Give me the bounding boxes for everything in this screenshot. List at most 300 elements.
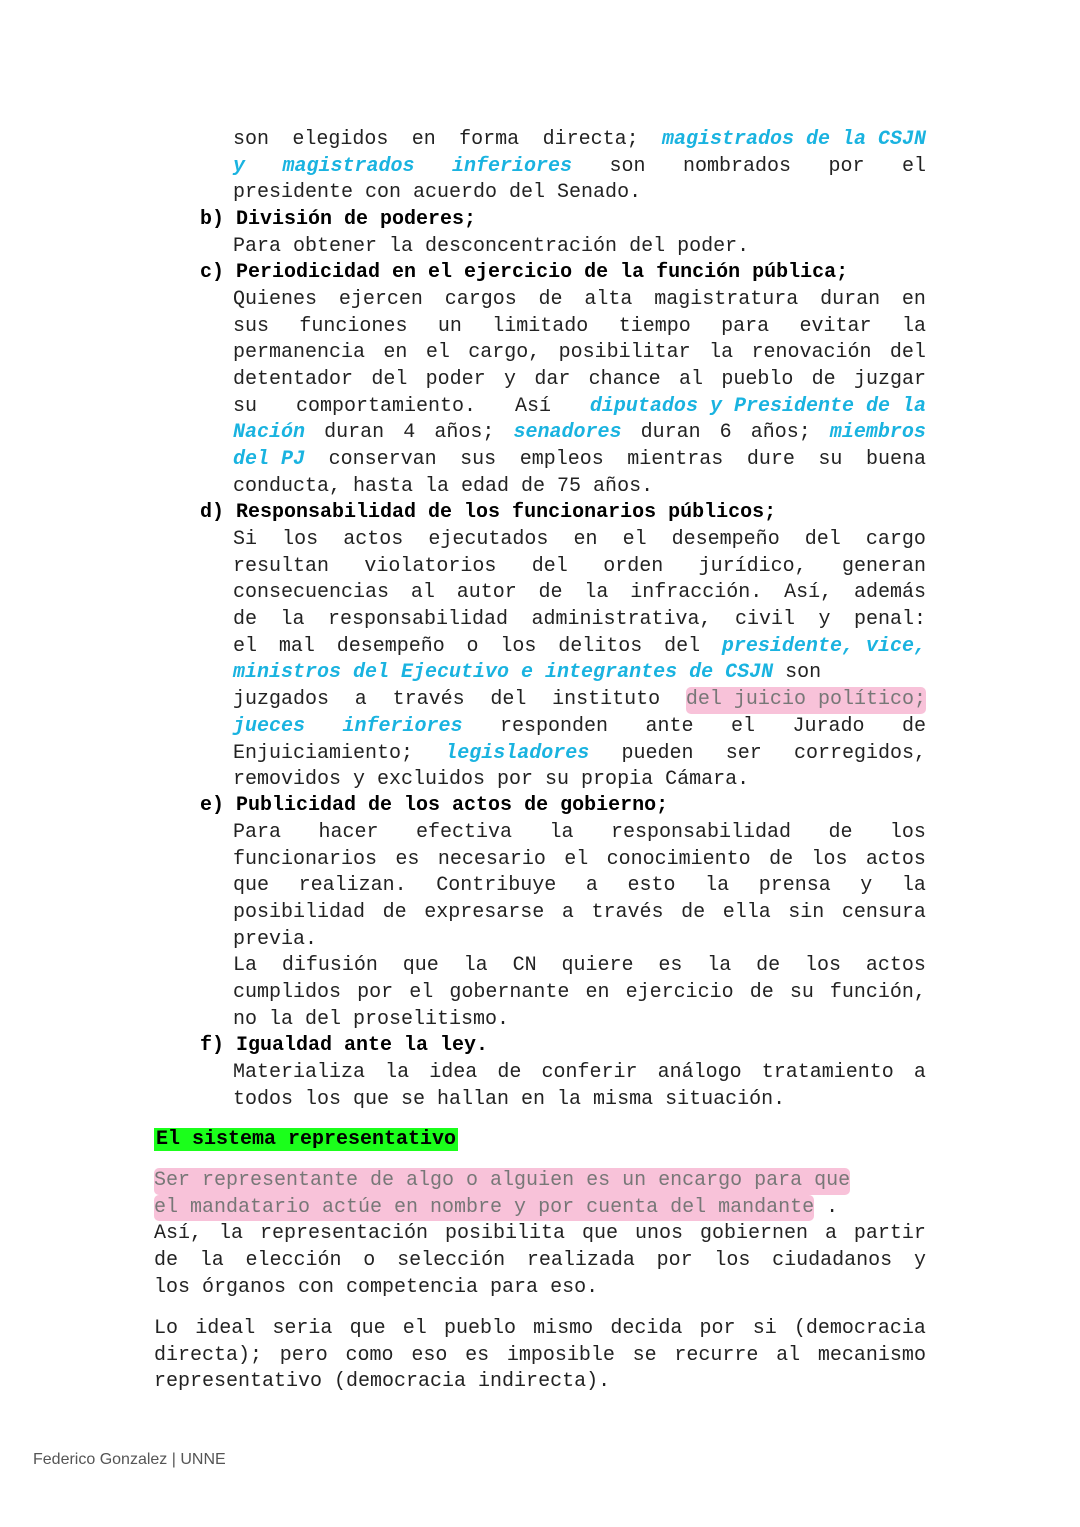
text-word: de: [154, 1249, 179, 1273]
text-word: nombrados: [682, 154, 791, 178]
text-word: dar: [534, 368, 571, 392]
text-word: los: [811, 847, 848, 871]
list-marker: b): [200, 208, 237, 231]
text-word: la: [709, 341, 734, 365]
text-word: poder: [425, 368, 486, 392]
text-word: los: [282, 528, 319, 551]
representation-paragraph: [154, 1168, 926, 1301]
highlighted-term: magistrados: [282, 154, 415, 178]
item-d-body: [233, 527, 926, 794]
text-word: quiere: [561, 954, 634, 978]
highlighted-term: senadores: [513, 421, 622, 445]
text-word: su: [233, 394, 258, 418]
text-line: [154, 1343, 926, 1370]
text-word: la: [705, 874, 730, 898]
text-line: [233, 607, 926, 634]
text-word: el: [901, 154, 926, 178]
text-word: los: [889, 821, 926, 844]
highlighted-term: ministros del Ejecutivo e integrantes de CSJN: [233, 661, 774, 685]
text-word: necesario: [437, 847, 546, 871]
text-line: [233, 953, 926, 980]
intro-paragraph: [233, 127, 926, 207]
list-marker: f): [200, 1034, 237, 1057]
text-word: Para obtener la desconcentración del poder.: [233, 235, 750, 258]
text-word: Jurado: [792, 714, 865, 738]
text-word: son: [785, 661, 822, 685]
list-marker: e): [200, 794, 237, 817]
text-word: en: [573, 528, 598, 551]
text-word: responden: [499, 714, 609, 738]
text-word: su: [818, 448, 843, 472]
text-word: su: [789, 981, 814, 1005]
text-word: por: [828, 154, 865, 178]
marker-highlight: el mandatario actúe en nombre y por cuenta del mandante: [154, 1195, 814, 1222]
text-word: gobiernen: [699, 1222, 808, 1246]
text-word: a: [585, 874, 598, 898]
text-word: ella: [722, 901, 771, 925]
text-word: elección: [245, 1249, 342, 1273]
text-line: [233, 474, 926, 501]
text-word: idea: [429, 1061, 478, 1084]
text-word: forma: [459, 128, 520, 151]
highlighted-term: jueces: [233, 714, 306, 738]
marker-highlight: del juicio político;: [686, 687, 926, 714]
text-word: generan: [841, 554, 926, 578]
text-word: sus: [460, 448, 497, 472]
text-word: civil: [734, 608, 795, 632]
text-word: empleos: [519, 448, 604, 472]
text-word: removidos y excluidos por su propia Cámara.: [233, 768, 750, 792]
text-word: es: [395, 847, 420, 871]
text-line: [233, 767, 926, 794]
text-word: tratamiento: [761, 1061, 894, 1084]
text-word: son: [233, 128, 270, 151]
text-word: comportamiento.: [295, 394, 476, 418]
text-word: autor: [456, 581, 517, 605]
text-word: conservan: [328, 448, 437, 472]
item-heading-text: División de poderes;: [236, 208, 477, 231]
text-word: pero: [279, 1343, 328, 1367]
text-word: y: [860, 874, 873, 898]
text-word: delitos: [558, 634, 643, 658]
text-word: dure: [746, 448, 795, 472]
text-word: los: [714, 1249, 751, 1273]
text-line: [233, 714, 926, 741]
text-word: la: [463, 954, 488, 978]
text-word: al: [410, 581, 435, 605]
text-word: el: [409, 981, 434, 1005]
text-word: de: [756, 954, 781, 978]
text-word: buena: [865, 448, 926, 472]
text-word: sin: [788, 901, 825, 925]
text-word: de: [749, 981, 774, 1005]
text-word: elegidos: [292, 128, 389, 151]
text-word: infracción.: [630, 581, 763, 605]
text-word: para: [721, 314, 770, 338]
text-word: Materializa: [233, 1061, 366, 1084]
text-word: duran: [324, 421, 385, 445]
item-e-heading: [200, 793, 668, 820]
item-heading-text: Responsabilidad de los funcionarios públicos;: [236, 501, 777, 524]
text-word: ante: [645, 714, 694, 738]
text-word: de: [538, 581, 563, 605]
text-word: función,: [829, 981, 926, 1005]
text-line: [233, 927, 926, 954]
text-word: previa.: [233, 927, 318, 951]
text-word: limitado: [492, 314, 589, 338]
text-word: Quienes: [233, 288, 318, 311]
text-word: través: [591, 901, 664, 925]
text-word: detentador: [233, 368, 354, 392]
text-word: del: [490, 688, 527, 712]
text-word: chance: [588, 368, 661, 392]
text-word: través: [392, 688, 465, 712]
text-word: renovación: [751, 341, 872, 365]
text-word: ejercicio: [625, 981, 734, 1005]
text-word: del: [804, 528, 841, 551]
text-word: actos: [865, 847, 926, 871]
text-word: mecanismo: [817, 1343, 926, 1367]
section-title-wrap: [154, 1127, 458, 1154]
text-word: de: [901, 714, 926, 738]
text-line: [233, 127, 926, 154]
text-word: responsabilidad: [610, 821, 791, 844]
text-word: Así,: [154, 1222, 203, 1246]
text-word: en: [383, 341, 408, 365]
text-word: decida: [610, 1317, 683, 1340]
text-word: responsabilidad: [327, 608, 508, 632]
text-word: corregidos,: [793, 741, 926, 765]
text-word: son: [609, 154, 646, 178]
text-word: La: [233, 954, 258, 978]
text-word: representación: [259, 1222, 428, 1246]
text-word: los órganos con competencia para eso.: [154, 1275, 599, 1299]
item-c-body: [233, 287, 926, 501]
text-word: al: [776, 1343, 801, 1367]
text-word: mismo: [533, 1317, 594, 1340]
text-word: de: [382, 901, 407, 925]
text-word: a: [561, 901, 574, 925]
text-line: [154, 1248, 926, 1275]
text-word: que: [402, 954, 439, 978]
text-word: hacer: [318, 821, 379, 844]
ideal-democracy-paragraph: [154, 1316, 926, 1396]
text-word: posibilidad: [233, 901, 366, 925]
text-word: al: [678, 368, 703, 392]
marker-highlight: Ser representante de algo o alguien es un encargo para que: [154, 1168, 850, 1195]
text-line: [154, 1168, 926, 1195]
text-word: orden: [603, 554, 664, 578]
text-word: y: [913, 1249, 926, 1273]
text-line: [154, 1316, 926, 1343]
text-line: [233, 741, 926, 768]
text-word: pueden: [621, 741, 694, 765]
text-word: gobernante: [449, 981, 570, 1005]
text-line: [233, 634, 926, 661]
text-word: (democracia: [793, 1317, 926, 1340]
text-word: Si: [233, 528, 258, 551]
text-line: [233, 447, 926, 474]
text-word: la: [385, 1061, 410, 1084]
text-word: que: [233, 874, 270, 898]
highlighted-term: legisladores: [445, 741, 590, 765]
text-word: por: [656, 1249, 693, 1273]
text-word: la: [901, 874, 926, 898]
text-word: seria: [272, 1317, 333, 1340]
text-word: presidente con acuerdo del Senado.: [233, 181, 642, 205]
text-word: por: [357, 981, 394, 1005]
text-word: tiempo: [618, 314, 691, 338]
text-word: funciones: [299, 314, 408, 338]
text-word: posibilita: [444, 1222, 565, 1246]
text-word: cumplidos: [233, 981, 342, 1005]
text-word: duran: [820, 288, 881, 311]
list-marker: d): [200, 501, 237, 524]
text-word: mientras: [627, 448, 724, 472]
text-word: que: [581, 1222, 618, 1246]
text-word: la: [199, 1249, 224, 1273]
text-word: análogo: [657, 1061, 742, 1084]
text-line: [233, 234, 926, 261]
text-line: [154, 1221, 926, 1248]
text-line: [233, 420, 926, 447]
text-word: realizan.: [298, 874, 407, 898]
text-word: Para: [233, 821, 282, 844]
text-word: como: [345, 1343, 394, 1367]
text-word: .: [826, 1195, 839, 1219]
text-word: del: [664, 634, 701, 658]
text-word: Así,: [784, 581, 833, 605]
page-footer: Federico Gonzalez | UNNE: [33, 1451, 226, 1468]
text-line: [233, 180, 926, 207]
text-word: la: [280, 608, 305, 632]
text-line: [233, 527, 926, 554]
text-word: cargo: [865, 528, 926, 551]
text-word: Enjuiciamiento;: [233, 741, 414, 765]
text-word: evitar: [799, 314, 872, 338]
text-word: violatorios: [364, 554, 497, 578]
item-heading-text: Publicidad de los actos de gobierno;: [236, 794, 669, 817]
text-word: instituto: [552, 688, 661, 712]
text-word: difusión: [281, 954, 378, 978]
text-line: [154, 1275, 926, 1302]
text-word: el: [233, 634, 258, 658]
section-title: El sistema representativo: [156, 1128, 457, 1151]
text-word: actos: [343, 528, 404, 551]
list-marker: c): [200, 261, 237, 284]
text-line: [233, 340, 926, 367]
text-word: esto: [627, 874, 676, 898]
text-word: duran: [640, 421, 701, 445]
text-word: si: [752, 1317, 777, 1340]
text-word: no la del proselitismo.: [233, 1007, 510, 1031]
text-word: administrativa,: [531, 608, 712, 632]
text-word: desempeño: [336, 634, 445, 658]
text-word: directa);: [154, 1343, 263, 1367]
text-word: todos los que se hallan en la misma situación.: [233, 1087, 786, 1111]
text-line: [233, 314, 926, 341]
highlighted-term: inferiores: [451, 154, 573, 178]
text-word: del: [371, 368, 408, 392]
item-b-heading: [200, 207, 476, 234]
highlighted-term: del PJ: [233, 448, 306, 472]
text-word: eso: [411, 1343, 448, 1367]
text-word: el: [402, 1317, 427, 1340]
text-line: [233, 847, 926, 874]
text-word: en: [411, 128, 436, 151]
text-word: a: [354, 688, 367, 712]
item-f-heading: [200, 1033, 488, 1060]
text-word: realizada: [526, 1249, 635, 1273]
text-word: el: [622, 528, 647, 551]
text-word: ideal: [195, 1317, 256, 1340]
item-f-body: [233, 1060, 926, 1113]
text-line: [233, 1007, 926, 1034]
text-word: la: [901, 314, 926, 338]
text-word: que: [349, 1317, 386, 1340]
text-word: la: [218, 1222, 243, 1246]
text-word: imposible: [506, 1343, 615, 1367]
text-word: de: [538, 288, 563, 311]
highlighted-term: y: [233, 154, 246, 178]
text-word: o: [363, 1249, 376, 1273]
text-word: cargos: [444, 288, 517, 311]
text-line: [233, 873, 926, 900]
text-word: el: [564, 847, 589, 871]
text-word: CN: [512, 954, 537, 978]
text-word: el: [425, 341, 450, 365]
text-word: a: [913, 1061, 926, 1084]
text-word: desempeño: [671, 528, 780, 551]
text-word: de: [497, 1061, 522, 1084]
text-line: [233, 687, 926, 714]
text-word: efectiva: [415, 821, 512, 844]
item-c-heading: [200, 260, 848, 287]
text-word: ser: [725, 741, 762, 765]
text-word: permanencia: [233, 341, 366, 365]
text-word: 6: [719, 421, 732, 445]
text-word: además: [853, 581, 926, 605]
item-heading-text: Igualdad ante la ley.: [236, 1034, 489, 1057]
text-line: [233, 580, 926, 607]
text-line: [233, 287, 926, 314]
text-word: 4: [403, 421, 416, 445]
text-word: años;: [434, 421, 495, 445]
text-word: de: [769, 847, 794, 871]
text-word: ejecutados: [428, 528, 549, 551]
text-word: censura: [841, 901, 926, 925]
text-line: [233, 367, 926, 394]
text-word: la: [707, 954, 732, 978]
text-line: [233, 980, 926, 1007]
text-word: jurídico,: [698, 554, 807, 578]
text-word: juzgados: [233, 688, 330, 712]
text-line: [233, 154, 926, 181]
text-word: en: [585, 981, 610, 1005]
text-word: de: [233, 608, 258, 632]
text-word: resultan: [233, 554, 330, 578]
text-word: es: [658, 954, 683, 978]
text-word: es: [465, 1343, 490, 1367]
text-line: [233, 1087, 926, 1114]
text-word: Contribuye: [436, 874, 557, 898]
text-line: [233, 900, 926, 927]
text-word: juzgar: [853, 368, 926, 392]
item-b-body: [233, 234, 926, 261]
text-word: penal:: [853, 608, 926, 632]
text-word: conducta, hasta la edad de 75 años.: [233, 474, 654, 498]
text-word: selección: [397, 1249, 506, 1273]
text-word: unos: [634, 1222, 683, 1246]
text-line: [233, 820, 926, 847]
text-word: pueblo: [721, 368, 794, 392]
highlighted-term: magistrados de la CSJN: [661, 128, 926, 151]
text-word: de: [811, 368, 836, 392]
text-word: funcionarios: [233, 847, 378, 871]
item-e-body: [233, 820, 926, 1034]
text-line: [233, 660, 926, 687]
text-word: posibilitar: [558, 341, 691, 365]
text-word: Así: [514, 394, 551, 418]
text-word: se: [632, 1343, 657, 1367]
text-word: de: [681, 901, 706, 925]
item-d-heading: [200, 500, 776, 527]
text-word: magistratura: [654, 288, 799, 311]
text-word: sus: [233, 314, 270, 338]
highlighted-term: inferiores: [342, 714, 463, 738]
text-word: del: [531, 554, 568, 578]
highlighted-term: miembros: [829, 421, 926, 445]
text-line: [154, 1369, 926, 1396]
text-word: o: [466, 634, 479, 658]
text-word: partir: [853, 1222, 926, 1246]
text-word: pueblo: [443, 1317, 516, 1340]
text-line: [233, 394, 926, 421]
highlighted-term: Nación: [233, 421, 306, 445]
text-word: mal: [278, 634, 315, 658]
item-heading-text: Periodicidad en el ejercicio de la función pública;: [236, 261, 849, 284]
text-word: los: [805, 954, 842, 978]
text-word: por: [699, 1317, 736, 1340]
text-word: la: [549, 821, 574, 844]
text-word: del: [889, 341, 926, 365]
text-word: y: [504, 368, 517, 392]
text-word: y: [818, 608, 831, 632]
highlighted-term: diputados y Presidente de la: [589, 394, 926, 418]
text-word: ejercen: [338, 288, 423, 311]
text-word: conocimiento: [606, 847, 751, 871]
text-word: expresarse: [424, 901, 545, 925]
text-word: de: [828, 821, 853, 844]
text-word: prensa: [758, 874, 831, 898]
text-line: [233, 554, 926, 581]
text-word: el: [730, 714, 755, 738]
text-word: un: [437, 314, 462, 338]
text-word: en: [901, 288, 926, 311]
text-word: representativo (democracia indirecta).: [154, 1370, 611, 1394]
text-word: años;: [750, 421, 811, 445]
text-word: cargo,: [468, 341, 541, 365]
text-word: actos: [865, 954, 926, 978]
highlighted-term: presidente, vice,: [721, 634, 926, 658]
text-word: la: [584, 581, 609, 605]
text-word: recurre: [674, 1343, 759, 1367]
text-word: alta: [584, 288, 633, 311]
text-word: Lo: [154, 1317, 179, 1340]
text-word: consecuencias: [233, 581, 390, 605]
text-word: los: [500, 634, 537, 658]
text-word: a: [824, 1222, 837, 1246]
